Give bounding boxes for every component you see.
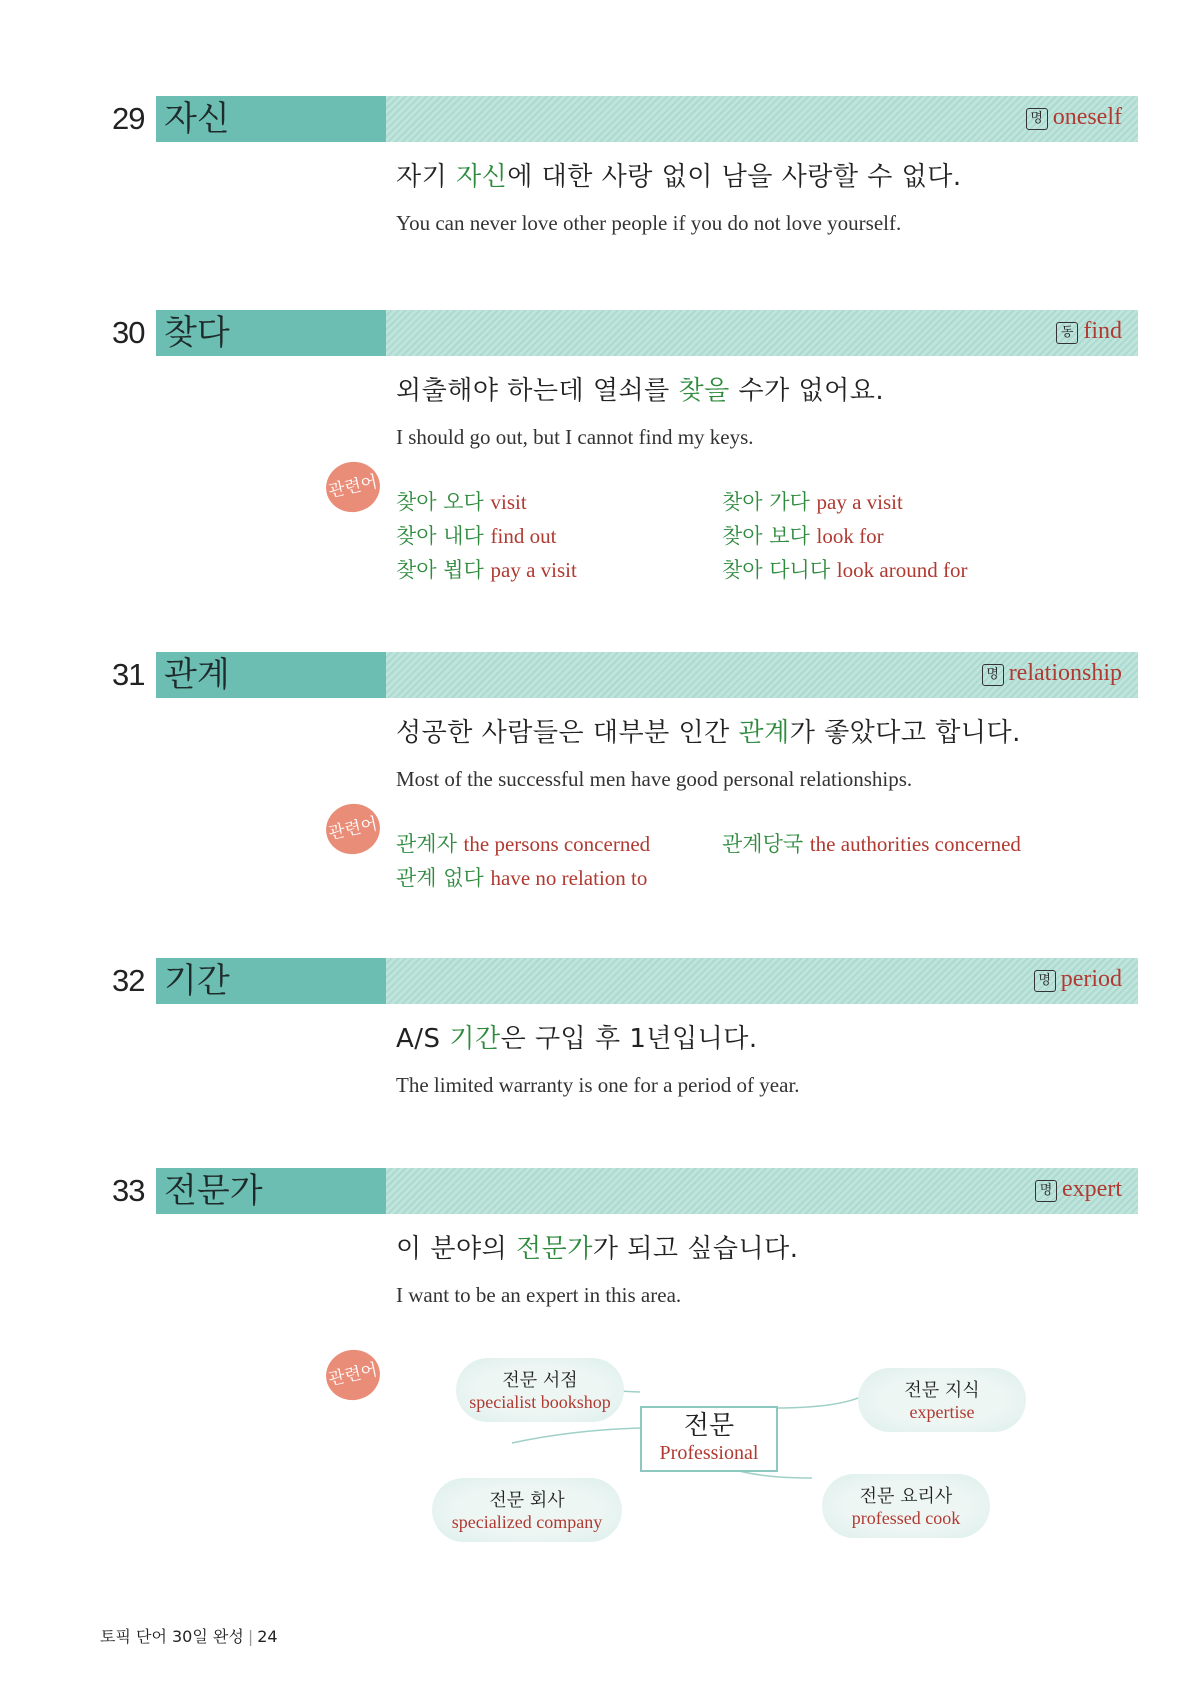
related-en: visit xyxy=(490,490,527,514)
entry-number: 30 xyxy=(112,310,158,356)
part-of-speech xyxy=(1026,104,1122,131)
headword: 찾다 xyxy=(164,313,230,353)
part-of-speech xyxy=(1034,966,1122,993)
noun-mark-icon: 명 xyxy=(1026,108,1048,130)
related-en: the authorities concerned xyxy=(809,832,1021,856)
related-ko: 관계자 xyxy=(396,832,457,856)
diagram-node xyxy=(858,1368,1026,1432)
related-word xyxy=(722,520,884,550)
entry-number: 31 xyxy=(112,652,158,698)
part-of-speech xyxy=(1056,318,1122,345)
example-text: 은 구입 후 1년입니다. xyxy=(500,1024,758,1054)
related-words-badge: 관련어 xyxy=(321,457,384,517)
center-en: Professional xyxy=(659,1442,759,1464)
node-en: specialist bookshop xyxy=(469,1392,611,1412)
headword: 기간 xyxy=(164,961,230,1001)
meaning: period xyxy=(1060,966,1122,992)
example-sentence xyxy=(396,1018,758,1055)
header-stripe xyxy=(386,958,1138,1004)
example-sentence xyxy=(396,156,962,193)
example-text: 외출해야 하는데 열쇠를 xyxy=(396,376,679,406)
part-of-speech xyxy=(982,660,1122,687)
entry-header xyxy=(112,310,1138,356)
entry-number: 32 xyxy=(112,958,158,1004)
node-ko: 전문 지식 xyxy=(904,1380,980,1401)
entry-32 xyxy=(112,958,1138,1097)
node-en: expertise xyxy=(909,1402,975,1422)
related-ko: 관계 없다 xyxy=(396,866,484,890)
example-text: 가 좋았다고 합니다. xyxy=(789,718,1021,748)
meaning: expert xyxy=(1062,1176,1122,1202)
entry-number: 33 xyxy=(112,1168,158,1214)
header-stripe xyxy=(386,310,1138,356)
headword: 자신 xyxy=(164,99,230,139)
example-highlight: 전문가 xyxy=(516,1234,593,1264)
entry-31 xyxy=(112,652,1138,890)
related-word xyxy=(722,828,1021,858)
diagram-node xyxy=(456,1358,624,1422)
headword: 관계 xyxy=(164,655,230,695)
noun-mark-icon: 명 xyxy=(1034,970,1056,992)
related-word xyxy=(722,554,967,584)
book-title: 토픽 단어 30일 완성 xyxy=(100,1627,244,1646)
related-ko: 찾아 뵙다 xyxy=(396,558,484,582)
diagram-node xyxy=(822,1474,990,1538)
example-text: 수가 없어요. xyxy=(729,376,885,406)
entry-30 xyxy=(112,310,1138,582)
entry-33 xyxy=(112,1168,1138,1532)
page-footer xyxy=(100,1624,278,1647)
header-stripe xyxy=(386,1168,1138,1214)
related-words-badge: 관련어 xyxy=(321,1345,384,1405)
translation: You can never love other people if you do not love yourself. xyxy=(396,211,902,235)
related-ko: 찾아 내다 xyxy=(396,524,484,548)
related-ko: 찾아 보다 xyxy=(722,524,810,548)
example-highlight: 찾을 xyxy=(678,376,730,406)
related-en: pay a visit xyxy=(490,558,577,582)
related-ko: 찾아 오다 xyxy=(396,490,484,514)
related-word xyxy=(396,554,577,584)
related-word xyxy=(396,862,647,892)
translation: I want to be an expert in this area. xyxy=(396,1283,682,1307)
node-ko: 전문 요리사 xyxy=(859,1486,953,1507)
entry-29 xyxy=(112,96,1138,235)
example-text: 에 대한 사랑 없이 남을 사랑할 수 없다. xyxy=(507,162,962,192)
diagram-center xyxy=(640,1406,778,1472)
header-stripe xyxy=(386,652,1138,698)
translation: The limited warranty is one for a period of year. xyxy=(396,1073,800,1097)
connector-line xyxy=(512,1428,640,1443)
example-sentence xyxy=(396,1228,798,1265)
related-word xyxy=(396,828,650,858)
related-en: the persons concerned xyxy=(463,832,651,856)
related-words-badge: 관련어 xyxy=(321,799,384,859)
example-sentence xyxy=(396,370,884,407)
node-en: professed cook xyxy=(851,1508,961,1528)
meaning: oneself xyxy=(1052,104,1122,130)
center-ko: 전문 xyxy=(683,1411,735,1441)
meaning: find xyxy=(1083,318,1122,344)
example-text: 성공한 사람들은 대부분 인간 xyxy=(396,718,739,748)
example-highlight: 관계 xyxy=(738,718,790,748)
noun-mark-icon: 명 xyxy=(982,664,1004,686)
node-ko: 전문 회사 xyxy=(489,1490,565,1511)
verb-mark-icon: 동 xyxy=(1056,322,1078,344)
diagram-node xyxy=(432,1478,622,1542)
entry-header xyxy=(112,958,1138,1004)
example-text: A/S xyxy=(396,1024,450,1054)
headword-box xyxy=(156,652,386,698)
node-ko: 전문 서점 xyxy=(502,1370,578,1391)
headword-box xyxy=(156,96,386,142)
related-en: look around for xyxy=(836,558,968,582)
related-ko: 관계당국 xyxy=(722,832,804,856)
example-highlight: 기간 xyxy=(449,1024,501,1054)
meaning: relationship xyxy=(1008,660,1122,686)
example-sentence xyxy=(396,712,1021,749)
entry-header xyxy=(112,96,1138,142)
noun-mark-icon: 명 xyxy=(1035,1180,1057,1202)
headword: 전문가 xyxy=(164,1171,263,1211)
headword-box xyxy=(156,310,386,356)
header-stripe xyxy=(386,96,1138,142)
related-en: pay a visit xyxy=(816,490,903,514)
part-of-speech xyxy=(1035,1176,1122,1203)
related-ko: 찾아 가다 xyxy=(722,490,810,514)
footer-separator: | xyxy=(247,1627,254,1646)
example-text: 이 분야의 xyxy=(396,1234,516,1264)
related-word xyxy=(396,486,527,516)
translation: Most of the successful men have good personal relationships. xyxy=(396,767,913,791)
entry-number: 29 xyxy=(112,96,158,142)
entry-header xyxy=(112,1168,1138,1214)
example-text: 자기 xyxy=(396,162,456,192)
related-en: find out xyxy=(490,524,557,548)
page-number: 24 xyxy=(257,1627,278,1646)
related-en: have no relation to xyxy=(490,866,648,890)
example-highlight: 자신 xyxy=(456,162,508,192)
related-ko: 찾아 다니다 xyxy=(722,558,831,582)
example-text: 가 되고 싶습니다. xyxy=(592,1234,799,1264)
related-word xyxy=(722,486,903,516)
headword-box xyxy=(156,1168,386,1214)
related-word xyxy=(396,520,556,550)
headword-box xyxy=(156,958,386,1004)
translation: I should go out, but I cannot find my keys. xyxy=(396,425,754,449)
related-en: look for xyxy=(816,524,884,548)
node-en: specialized company xyxy=(451,1512,603,1532)
entry-header xyxy=(112,652,1138,698)
